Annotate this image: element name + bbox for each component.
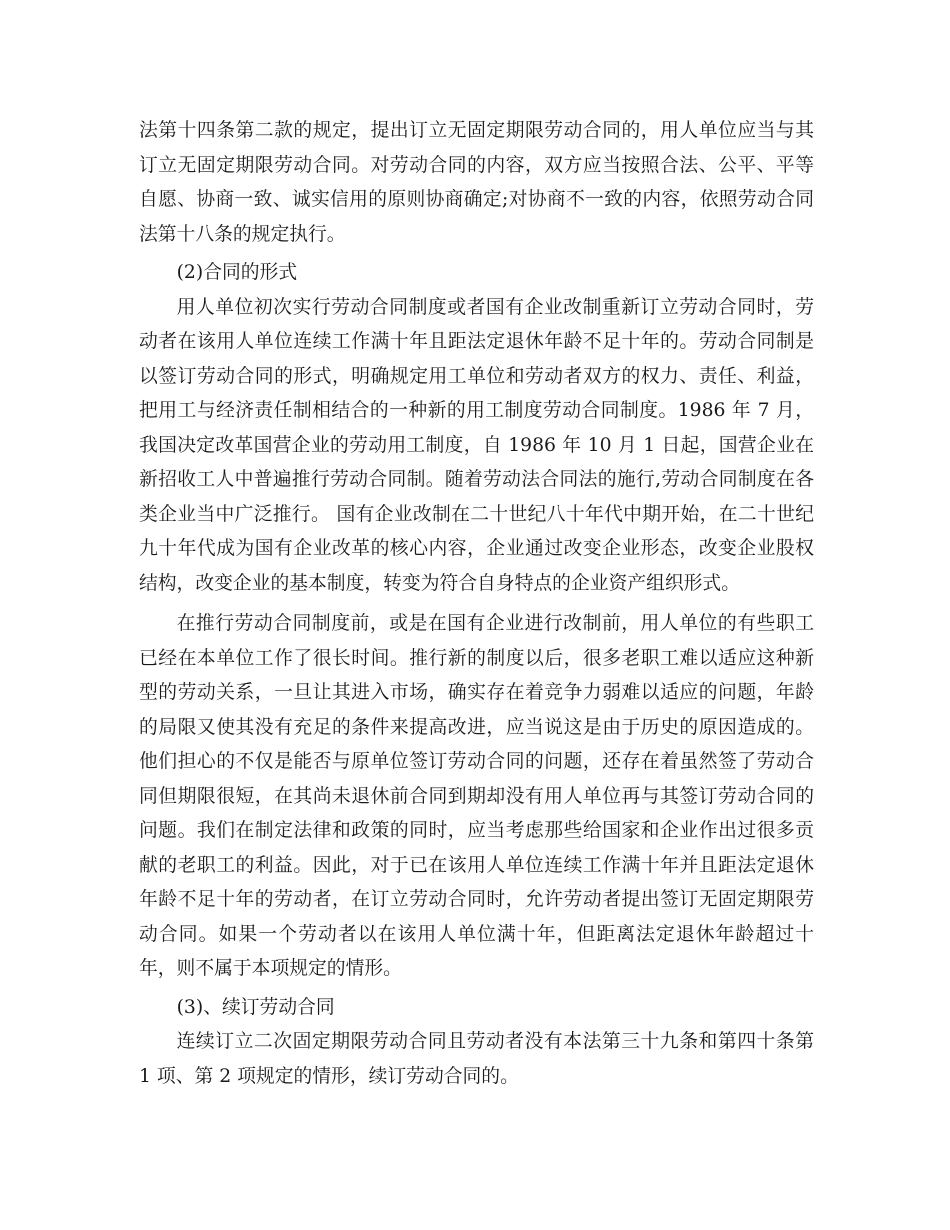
paragraph-renewal: 连续订立二次固定期限劳动合同且劳动者没有本法第三十九条和第四十条第 1 项、第 2 项规定的情形，续订劳动合同的。 [139,1031,814,1087]
section-heading-renewal: (3)、续订劳动合同 [176,996,335,1018]
paragraph-contract-form: 用人单位初次实行劳动合同制度或者国有企业改制重新订立劳动合同时，劳动者在该用人单位连续工作满十年且距法定退休年龄不足十年的。劳动合同制是以签订劳动合同的形式，明确规定用工单位和劳动者双方的权力、责任、利益，把用工与经济责任制相结合的一种新的用工制度劳动合同制度。1986 年 7 月，我国决定改革国营企业的劳动用工制度，自 1986 年 10 月 1 日起，国营企业在新招收工人中普遍推行劳动合同制。随着劳动法合同法的施行,劳动合同制度在各类企业当中广泛推行。 国有企业改制在二十世纪八十年代中期开始，在二十世纪九十年代成为国有企业改革的核心内容，企业通过改变企业形态，改变企业股权结构，改变企业的基本制度，转变为符合自身特点的企业资产组织形式。 [139,296,814,594]
paragraph-continuation: 法第十四条第二款的规定，提出订立无固定期限劳动合同的，用人单位应当与其订立无固定期限劳动合同。对劳动合同的内容，双方应当按照合法、公平、平等自愿、协商一致、诚实信用的原则协商确定;对协商不一致的内容，依照劳动合同法第十八条的规定执行。 [139,120,814,245]
paragraph-background: 在推行劳动合同制度前，或是在国有企业进行改制前，用人单位的有些职工已经在本单位工作了很长时间。推行新的制度以后，很多老职工难以适应这种新型的劳动关系，一旦让其进入市场，确实存在着竞争力弱难以适应的问题，年龄的局限又使其没有充足的条件来提高改进，应当说这是由于历史的原因造成的。他们担心的不仅是能否与原单位签订劳动合同的问题，还存在着虽然签了劳动合同但期限很短，在其尚未退休前合同到期却没有用人单位再与其签订劳动合同的问题。我们在制定法律和政策的同时，应当考虑那些给国家和企业作出过很多贡献的老职工的利益。因此，对于已在该用人单位连续工作满十年并且距法定退休年龄不足十年的劳动者，在订立劳动合同时，允许劳动者提出签订无固定期限劳动合同。如果一个劳动者以在该用人单位满十年，但距离法定退休年龄超过十年，则不属于本项规定的情形。 [139,613,814,979]
document-page [139,114,814,1094]
section-heading-contract-form: (2)合同的形式 [176,262,298,283]
